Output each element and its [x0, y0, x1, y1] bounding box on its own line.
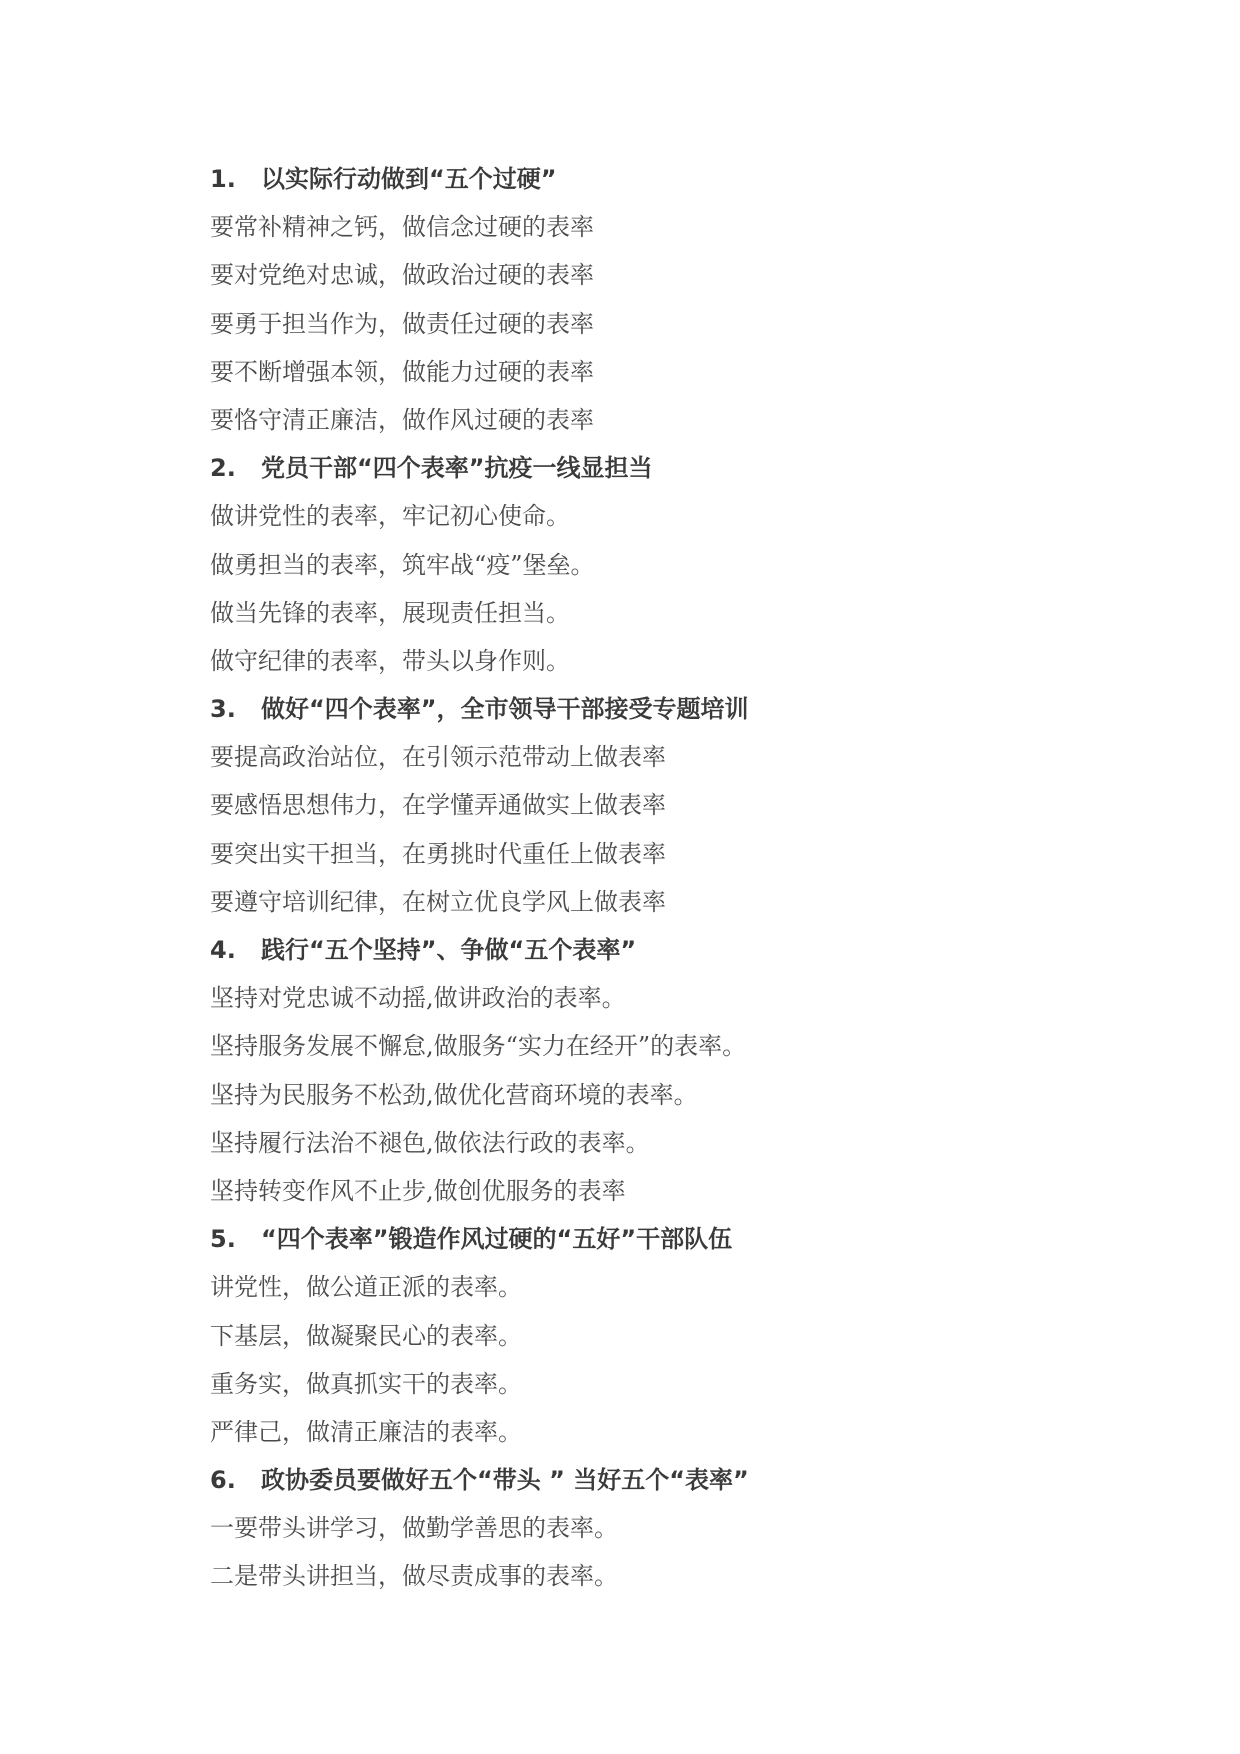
list-item: 一要带头讲学习，做勤学善思的表率。 [210, 1514, 618, 1543]
section-heading [210, 685, 1110, 733]
section-number: 2. [210, 454, 236, 483]
list-item: 重务实，做真抓实干的表率。 [210, 1369, 522, 1398]
section-number: 5. [210, 1225, 236, 1254]
section-heading [210, 444, 1110, 492]
section-title: 践行“五个坚持”、争做“五个表率” [261, 936, 637, 964]
list-item: 要提高政治站位，在引领示范带动上做表率 [210, 743, 666, 772]
list-item: 要感悟思想伟力，在学懂弄通做实上做表率 [210, 791, 666, 820]
list-item: 要常补精神之钙，做信念过硬的表率 [210, 213, 594, 242]
section-heading [210, 1215, 1110, 1263]
list-item: 要恪守清正廉洁，做作风过硬的表率 [210, 405, 594, 434]
list-item: 严律己，做清正廉洁的表率。 [210, 1417, 522, 1446]
section-title: “四个表率”锻造作风过硬的“五好”干部队伍 [261, 1225, 733, 1254]
list-item: 做勇担当的表率，筑牢战“疫”堡垒。 [210, 550, 595, 579]
section-number: 3. [210, 695, 236, 724]
list-item: 坚持转变作风不止步,做创优服务的表率 [210, 1176, 626, 1205]
list-item: 坚持履行法治不褪色,做依法行政的表率。 [210, 1128, 650, 1157]
section-heading [210, 926, 1110, 974]
list-item: 做守纪律的表率，带头以身作则。 [210, 646, 570, 675]
list-item: 做当先锋的表率，展现责任担当。 [210, 598, 570, 627]
list-item: 坚持服务发展不懈怠,做服务“实力在经开”的表率。 [210, 1032, 747, 1061]
list-item: 要突出实干担当，在勇挑时代重任上做表率 [210, 839, 666, 868]
list-item: 做讲党性的表率，牢记初心使命。 [210, 502, 570, 531]
section-title: 党员干部“四个表率”抗疫一线显担当 [261, 454, 653, 483]
section-title: 以实际行动做到“五个过硬” [261, 165, 557, 193]
list-item: 坚持对党忠诚不动摇,做讲政治的表率。 [210, 984, 626, 1013]
section-title: 政协委员要做好五个“带头 ” 当好五个“表率” [261, 1466, 749, 1495]
list-item: 要对党绝对忠诚，做政治过硬的表率 [210, 261, 594, 290]
list-item: 要遵守培训纪律，在树立优良学风上做表率 [210, 887, 666, 916]
list-item: 下基层，做凝聚民心的表率。 [210, 1321, 522, 1350]
list-item: 要勇于担当作为，做责任过硬的表率 [210, 309, 594, 338]
list-item: 要不断增强本领，做能力过硬的表率 [210, 357, 594, 386]
section-number: 1. [210, 165, 236, 193]
section-heading [210, 155, 1110, 203]
document-body [210, 155, 1110, 1601]
list-item: 讲党性，做公道正派的表率。 [210, 1273, 522, 1302]
section-number: 6. [210, 1466, 236, 1495]
section-title: 做好“四个表率”，全市领导干部接受专题培训 [261, 695, 749, 724]
section-heading [210, 1456, 1110, 1504]
list-item: 坚持为民服务不松劲,做优化营商环境的表率。 [210, 1080, 698, 1109]
list-item: 二是带头讲担当，做尽责成事的表率。 [210, 1562, 618, 1591]
section-number: 4. [210, 936, 236, 964]
